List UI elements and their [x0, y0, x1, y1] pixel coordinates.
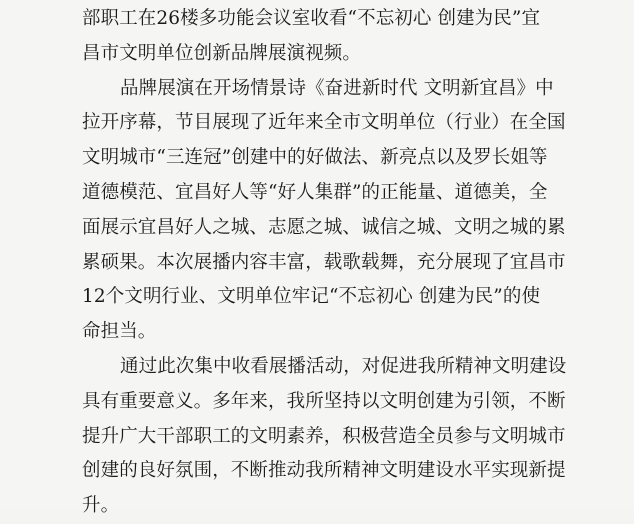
document-body	[82, 2, 567, 524]
text-line: 累硕果。本次展播内容丰富，载歌载舞，充分展现了宜昌市	[82, 251, 566, 273]
text-line: 通过此次集中收看展播活动，对促进我所精神文明建设	[120, 355, 567, 377]
text-line: 提升广大干部职工的文明素养，积极营造全员参与文明城市	[82, 425, 566, 447]
text-line: 升。	[82, 495, 120, 517]
text-line: 品牌展演在开场情景诗《奋进新时代 文明新宜昌》中	[120, 77, 554, 99]
text-line: 文明城市“三连冠”创建中的好做法、新亮点以及罗长姐等	[82, 147, 548, 169]
paragraph-3	[82, 350, 567, 524]
text-line: 部职工在26楼多功能会议室收看“不忘初心 创建为民”宜	[82, 8, 541, 29]
text-line: 创建的良好氛围，不断推动我所精神文明建设水平实现新提	[82, 460, 566, 482]
text-line: 昌市文明单位创新品牌展演视频。	[82, 42, 362, 64]
text-line: 面展示宜昌好人之城、志愿之城、诚信之城、文明之城的累	[82, 216, 566, 238]
text-line: 道德模范、宜昌好人等“好人集群”的正能量、道德美，全	[82, 181, 548, 203]
paragraph-1	[82, 2, 552, 72]
text-line: 12个文明行业、文明单位牢记“不忘初心 创建为民”的使	[82, 286, 541, 308]
text-line: 拉开序幕，节目展现了近年来全市文明单位（行业）在全国	[82, 112, 566, 134]
text-line: 具有重要意义。多年来，我所坚持以文明创建为引领，不断	[82, 390, 566, 412]
paragraph-2	[82, 72, 566, 350]
text-line: 命担当。	[82, 321, 157, 343]
